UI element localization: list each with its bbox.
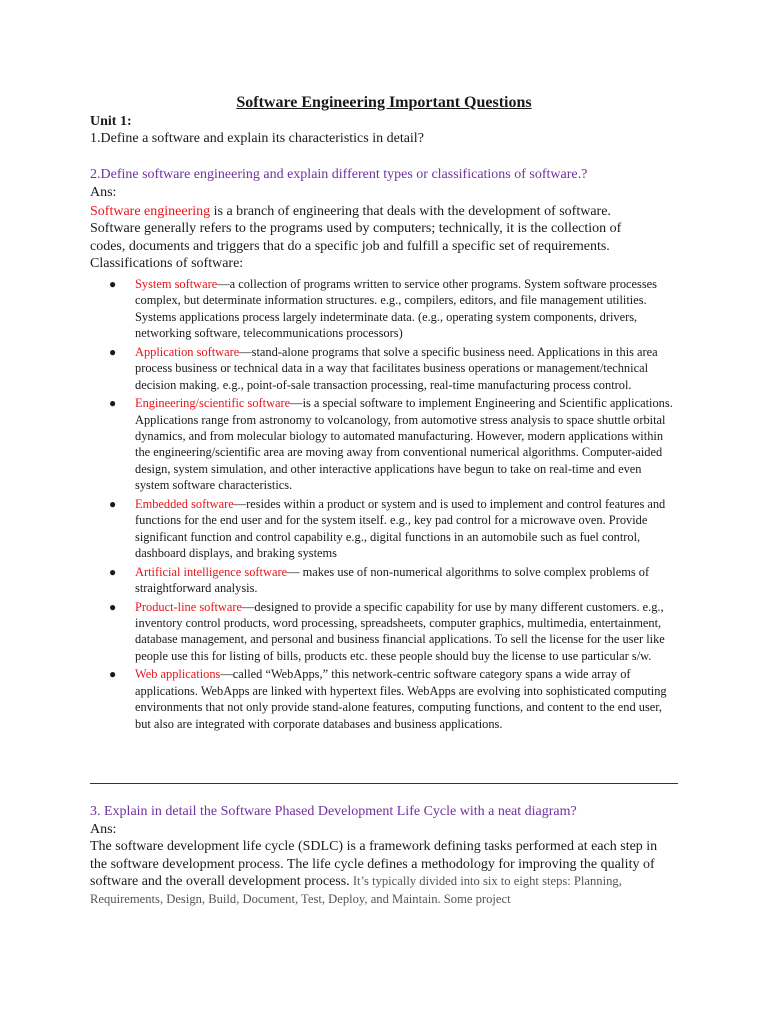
- list-item: [108, 564, 676, 597]
- item-term: Engineering/scientific software: [135, 396, 291, 411]
- question-3: 3. Explain in detail the Software Phased Development Life Cycle with a neat diagram?: [90, 804, 577, 819]
- item-text: —called “WebApps,” this network-centric software category spans a wide array of applications. WebApps are linked with hypertext files. WebApps are evolving into sophisticated computing environments that not only provide stand-alone features, computing functions, and content to the end user, but also are integrated with corporate databases and business applications.: [135, 667, 667, 731]
- bullet-icon: ●: [109, 277, 117, 291]
- classifications-label: Classifications of software:: [90, 256, 244, 272]
- item-text: —a collection of programs written to service other programs. System software processes complex, but determinate information structures. e.g., compilers, editors, and file management utilities. Systems applications process largely indeterminate data. (e.g., operating system components, drivers, networking software, telecommunications processors): [135, 277, 657, 341]
- item-text: —resides within a product or system and is used to implement and control features and functions for the end user and for the system itself. e.g., key pad control for a microwave oven. Provide significant function and control capability e.g., digital functions in an automobile such as fuel control, dashboard displays, and braking systems: [135, 496, 666, 561]
- intro-paragraph: [90, 203, 650, 273]
- item-text: —stand-alone programs that solve a specific business need. Applications in this area process business or technical data in a way that facilitates business operations or management/technical decision making. e.g., point-of-sale transaction processing, real-time manufacturing process control.: [135, 344, 658, 392]
- list-item: [108, 344, 676, 393]
- bullet-icon: ●: [109, 564, 117, 579]
- list-item: [108, 666, 676, 732]
- sdlc-main-text: The software development life cycle (SDLC) is a framework defining tasks performed at each step in the software development process. The life cycle defines a methodology for improving the quality of software and the overall development process.: [90, 839, 658, 890]
- item-term: Embedded software: [135, 496, 234, 511]
- software-types-list: [108, 276, 676, 734]
- bullet-icon: ●: [109, 599, 117, 614]
- item-term: System software: [135, 277, 218, 291]
- document-title: Software Engineering Important Questions: [236, 94, 532, 111]
- answer-label-2: Ans:: [90, 822, 117, 837]
- unit-heading: Unit 1:: [90, 114, 132, 129]
- question-1: 1.Define a software and explain its characteristics in detail?: [90, 131, 424, 146]
- bullet-icon: ●: [109, 496, 117, 511]
- item-text: —designed to provide a specific capability for use by many different customers. e.g., inventory control products, word processing, spreadsheets, computer graphics, multimedia, entertainment, database management, and personal and business financial applications. To sell the license for the user like people use this for listing of bills, products etc. these people should buy the license to use particular s/w.: [135, 599, 665, 663]
- list-item: [108, 496, 676, 562]
- section-divider: [90, 783, 678, 784]
- bullet-icon: ●: [109, 396, 117, 411]
- intro-text: is a branch of engineering that deals with the development of software. Software generally refers to the programs used by computers; technically, it is the collection of codes, documents and triggers that do a specific job and fulfill a specific set of requirements.: [90, 204, 622, 254]
- item-text: — makes use of non-numerical algorithms to solve complex problems of straightforward analysis.: [135, 564, 650, 596]
- bullet-icon: ●: [109, 344, 117, 359]
- item-term: Product-line software: [135, 599, 243, 614]
- intro-term: Software engineering: [90, 204, 211, 219]
- question-2: 2.Define software engineering and explain different types or classifications of software.?: [90, 167, 588, 182]
- sdlc-grey-text: It’s typically divided into six to eight steps: Planning, Requirements, Design, Build, Document, Test, Deploy, and Maintain. Some project: [90, 874, 622, 906]
- bullet-icon: ●: [109, 667, 117, 682]
- item-text: —is a special software to implement Engineering and Scientific applications. Applications range from astronomy to volcanology, from automotive stress analysis to space shuttle orbital dynamics, and from molecular biology to automated manufacturing. However, modern applications within the engineering/scientific area are moving away from conventional numerical algorithms. Computer-aided design, system simulation, and other interactive applications have begun to take on real-time and even system software characteristics.: [135, 396, 673, 493]
- item-term: Artificial intelligence software: [135, 564, 288, 579]
- sdlc-paragraph: [90, 838, 670, 908]
- list-item: [108, 599, 676, 665]
- answer-label: Ans:: [90, 185, 117, 200]
- list-item: [108, 395, 676, 493]
- item-term: Application software: [135, 344, 240, 359]
- item-term: Web applications: [135, 667, 221, 682]
- list-item: [108, 276, 676, 342]
